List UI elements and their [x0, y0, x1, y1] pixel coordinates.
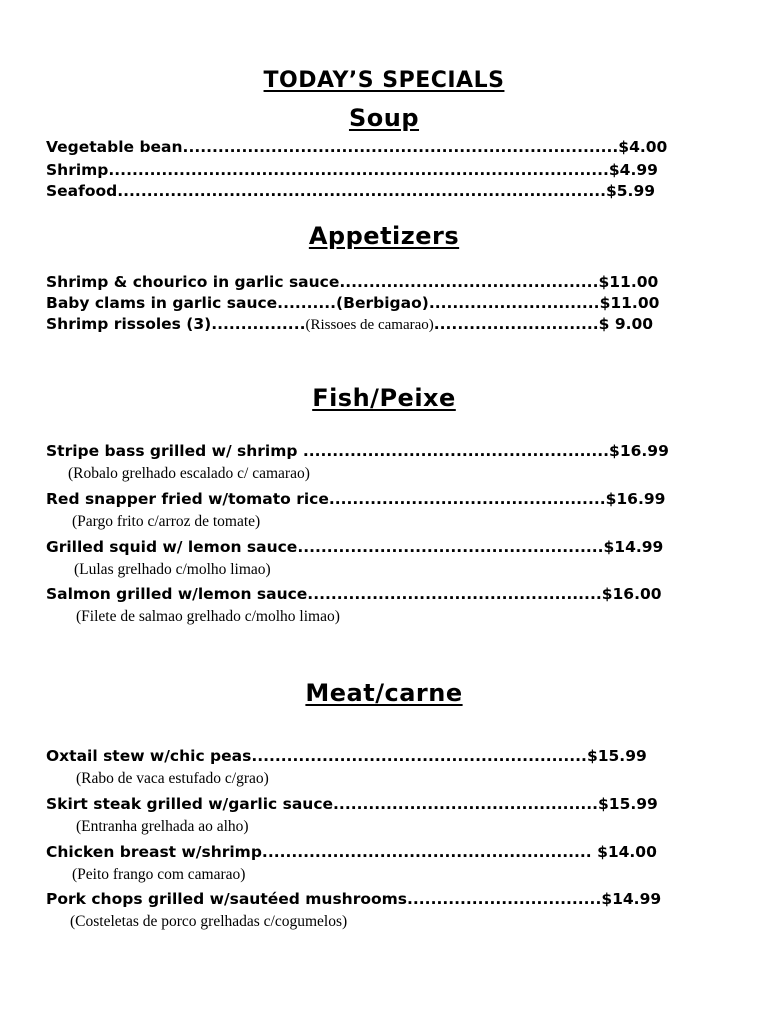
menu-item-grilled-squid: Grilled squid w/ lemon sauce....................................................$14.99: [46, 538, 664, 556]
soup-section-title: Soup: [348, 104, 420, 132]
menu-item-red-snapper-translation: (Pargo frito c/arroz de tomate): [72, 513, 261, 530]
menu-item-vegetable-bean: Vegetable bean..........................................................................$4.00: [46, 138, 668, 156]
menu-item-shrimp-soup: Shrimp.....................................................................................$4.99: [46, 161, 658, 179]
menu-item-salmon: Salmon grilled w/lemon sauce..................................................$16.00: [46, 585, 662, 603]
menu-item-oxtail-stew: Oxtail stew w/chic peas.........................................................$15.99: [46, 747, 647, 765]
menu-item-oxtail-stew-translation: (Rabo de vaca estufado c/grao): [76, 770, 269, 787]
menu-item-stripe-bass: Stripe bass grilled w/ shrimp ....................................................$16.99: [46, 442, 669, 460]
menu-item-baby-clams-name: Baby clams in garlic sauce..........(Berbigao): [46, 294, 429, 312]
menu-item-baby-clams: [46, 292, 726, 314]
menu-item-pork-chops-translation: (Costeletas de porco grelhadas c/cogumelos): [70, 913, 348, 930]
menu-item-seafood-soup: Seafood...................................................................................$5.99: [46, 182, 656, 200]
menu-item-shrimp-chourico: Shrimp & chourico in garlic sauce............................................$11.00: [46, 273, 659, 291]
menu-item-chicken-breast-translation: (Peito frango com camarao): [72, 866, 246, 883]
menu-item-shrimp-rissoles-name: Shrimp rissoles (3)................: [46, 315, 306, 333]
menu-item-grilled-squid-translation: (Lulas grelhado c/molho limao): [74, 561, 271, 578]
meat-section-title: Meat/carne: [305, 679, 463, 707]
menu-item-salmon-translation: (Filete de salmao grelhado c/molho limao): [76, 608, 340, 625]
menu-item-shrimp-rissoles-price: ............................$ 9.00: [433, 315, 654, 333]
appetizers-section-title: Appetizers: [308, 222, 460, 250]
menu-item-chicken-breast: Chicken breast w/shrimp........................................................ $14.00: [46, 843, 657, 861]
page-title: TODAY’S SPECIALS: [263, 68, 505, 93]
fish-section-title: Fish/Peixe: [312, 384, 456, 412]
menu-item-skirt-steak-translation: (Entranha grelhada ao alho): [76, 818, 249, 835]
menu-item-pork-chops: Pork chops grilled w/sautéed mushrooms.................................$14.99: [46, 890, 662, 908]
menu-item-shrimp-rissoles-translation: (Rissoes de camarao): [305, 317, 434, 333]
menu-item-stripe-bass-translation: (Robalo grelhado escalado c/ camarao): [68, 465, 310, 482]
menu-item-skirt-steak: Skirt steak grilled w/garlic sauce.............................................$15.99: [46, 795, 658, 813]
menu-item-shrimp-rissoles: [46, 313, 726, 335]
menu-item-baby-clams-price: .............................$11.00: [428, 294, 660, 312]
menu-item-red-snapper: Red snapper fried w/tomato rice...............................................$16.99: [46, 490, 666, 508]
